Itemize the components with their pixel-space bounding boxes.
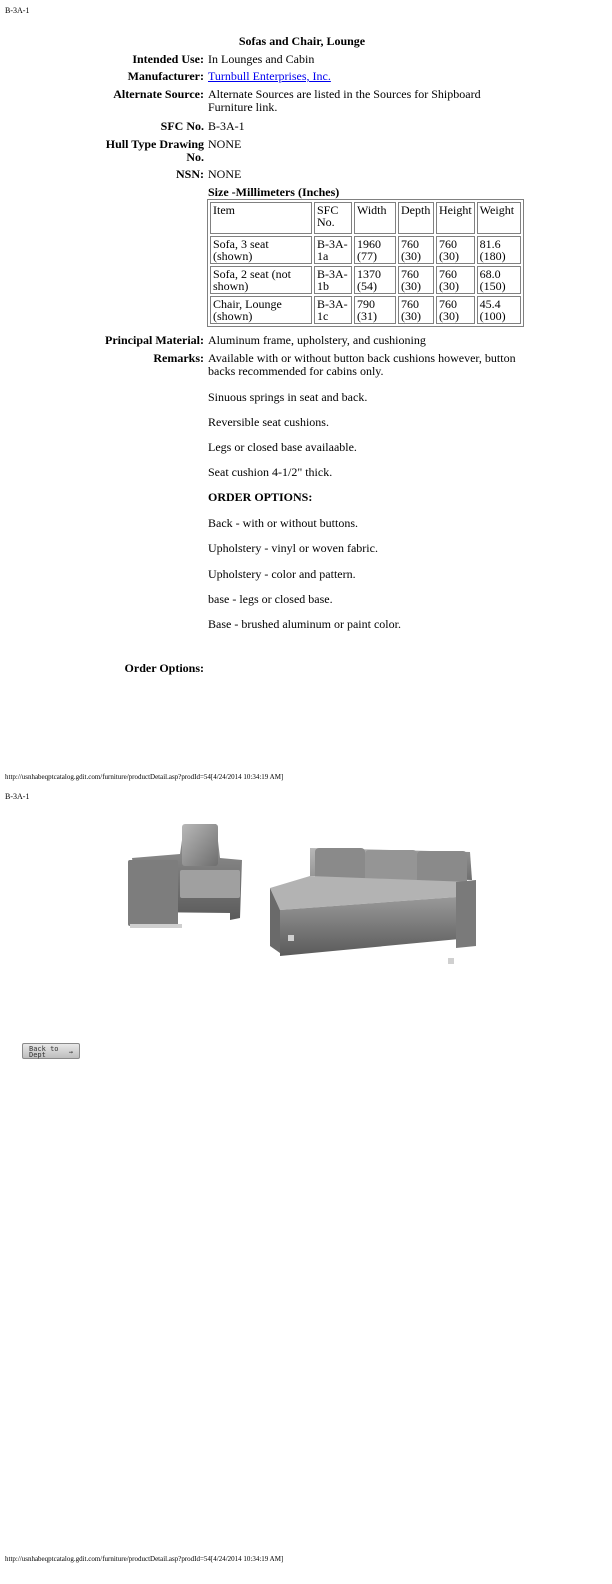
- sfc-no-label: SFC No.: [160, 119, 204, 133]
- table-cell: 68.0 (150): [477, 266, 521, 294]
- table-cell: 81.6 (180): [477, 236, 521, 264]
- remark-item: Upholstery - vinyl or woven fabric.: [208, 541, 378, 555]
- remark-item: Back - with or without buttons.: [208, 516, 358, 530]
- table-row: [210, 236, 521, 264]
- header-width: Width: [354, 202, 396, 234]
- remarks-label: Remarks:: [153, 351, 204, 365]
- alternate-source-value: Alternate Sources are listed in the Sources for Shipboard Furniture link.: [208, 87, 481, 114]
- size-heading: Size -Millimeters (Inches): [208, 185, 340, 199]
- furniture-photo: [120, 818, 490, 968]
- intended-use-value: In Lounges and Cabin: [208, 52, 315, 66]
- size-table: [207, 199, 524, 327]
- table-cell: B-3A-1a: [314, 236, 352, 264]
- header-item: Item: [210, 202, 312, 234]
- table-cell: 1960 (77): [354, 236, 396, 264]
- remark-item: Legs or closed base availaable.: [208, 440, 357, 454]
- remark-item: Reversible seat cushions.: [208, 415, 329, 429]
- page-label-2: B-3A-1: [5, 792, 30, 801]
- remark-item: Sinuous springs in seat and back.: [208, 390, 368, 404]
- header-height: Height: [436, 202, 475, 234]
- table-cell: Sofa, 3 seat (shown): [210, 236, 312, 264]
- remark-item: base - legs or closed base.: [208, 592, 333, 606]
- nsn-value: NONE: [208, 167, 242, 181]
- table-cell: 760 (30): [398, 266, 434, 294]
- table-cell: 760 (30): [398, 236, 434, 264]
- principal-material-value: Aluminum frame, upholstery, and cushioning: [208, 333, 426, 347]
- sfc-no-value: B-3A-1: [208, 119, 245, 133]
- hull-type-value: NONE: [208, 137, 242, 151]
- table-cell: 760 (30): [436, 266, 475, 294]
- table-cell: 760 (30): [436, 296, 475, 324]
- back-to-dept-button[interactable]: [22, 1043, 80, 1059]
- header-depth: Depth: [398, 202, 434, 234]
- remark-item: Base - brushed aluminum or paint color.: [208, 617, 401, 631]
- table-cell: B-3A-1b: [314, 266, 352, 294]
- intended-use-label: Intended Use:: [132, 52, 204, 66]
- footer-url-2: http://usnhabeqptcatalog.gdit.com/furniture/productDetail.asp?prodId=54[4/24/2014 10:34:19 AM]: [5, 1555, 284, 1563]
- principal-material-label: Principal Material:: [105, 333, 204, 347]
- table-cell: 45.4 (100): [477, 296, 521, 324]
- lounge-chair-image: [128, 824, 242, 928]
- table-cell: Chair, Lounge (shown): [210, 296, 312, 324]
- table-cell: 1370 (54): [354, 266, 396, 294]
- alternate-source-label: Alternate Source:: [113, 87, 204, 101]
- nsn-label: NSN:: [175, 167, 204, 181]
- table-cell: 790 (31): [354, 296, 396, 324]
- back-button-label: Back to Dept: [29, 1045, 59, 1059]
- remark-item: Upholstery - color and pattern.: [208, 567, 356, 581]
- page-label: B-3A-1: [5, 6, 30, 15]
- table-cell: 760 (30): [398, 296, 434, 324]
- order-options-label: Order Options:: [124, 661, 204, 675]
- hull-type-label: Hull Type Drawing No.: [105, 137, 204, 164]
- order-options-heading: ORDER OPTIONS:: [208, 490, 313, 504]
- table-cell: B-3A-1c: [314, 296, 352, 324]
- arrow-right-icon: →: [68, 1048, 73, 1056]
- remark-item: Seat cushion 4-1/2" thick.: [208, 465, 333, 479]
- manufacturer-label: Manufacturer:: [127, 69, 204, 83]
- remark-item: Available with or without button back cushions however, button backs recommended for cabins only.: [208, 351, 516, 378]
- header-sfc: SFC No.: [314, 202, 352, 234]
- table-header-row: [210, 202, 521, 234]
- manufacturer-link[interactable]: Turnbull Enterprises, Inc.: [208, 69, 331, 83]
- three-seat-sofa-image: [270, 848, 476, 964]
- table-row: [210, 266, 521, 294]
- table-cell: 760 (30): [436, 236, 475, 264]
- table-row: [210, 296, 521, 324]
- footer-url: http://usnhabeqptcatalog.gdit.com/furniture/productDetail.asp?prodId=54[4/24/2014 10:34:19 AM]: [5, 773, 284, 781]
- header-weight: Weight: [477, 202, 521, 234]
- table-cell: Sofa, 2 seat (not shown): [210, 266, 312, 294]
- page-title: Sofas and Chair, Lounge: [238, 34, 366, 48]
